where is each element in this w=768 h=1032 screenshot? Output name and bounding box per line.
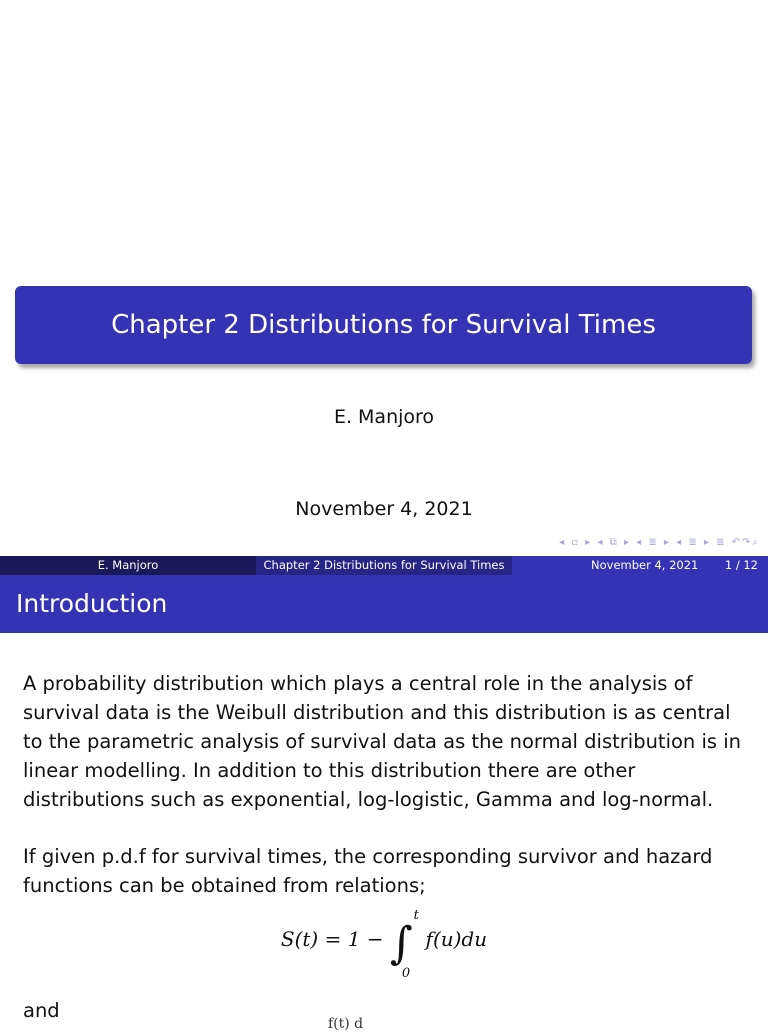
footer-bar (0, 556, 768, 575)
formula-lhs: S(t) = 1 − (280, 927, 384, 951)
title-box (15, 286, 752, 364)
frame-title-bar (0, 575, 768, 633)
frame-title: Introduction (16, 589, 168, 618)
paragraph-and: and (23, 999, 60, 1022)
footer-right (512, 556, 768, 575)
footer-date: November 4, 2021 (591, 558, 699, 572)
formula-integrand: f(u)du (425, 927, 488, 951)
navigation-symbols[interactable]: ◂ ▫ ▸ ◂ ⧉ ▸ ◂ ≣ ▸ ◂ ≣ ▸ ≣ ↶↷⌕ (559, 537, 760, 548)
integral-sign: ∫ t 0 (389, 908, 419, 981)
integral-lower-limit: 0 (401, 966, 411, 981)
footer-author: E. Manjoro (0, 556, 256, 575)
partial-formula: f(t) d (328, 1016, 364, 1032)
author: E. Manjoro (333, 406, 435, 428)
paragraph-relations: If given p.d.f for survival times, the corresponding survivor and hazard functions can be obtained from relations; (23, 845, 713, 897)
footer-page-number: 1 / 12 (724, 558, 758, 572)
paragraph-intro: A probability distribution which plays a central role in the analysis of survival data is the Weibull distribution and this distribution is as central to the parametric analysis of survival data as the normal distribution is in linear modelling. In addition to this distribution there are other distributions such as exponential, log-logistic, Gamma and log-normal. (23, 672, 742, 811)
slide-title: Chapter 2 Distributions for Survival Times (111, 310, 656, 340)
integral-upper-limit: t (413, 908, 419, 923)
survivor-formula (0, 908, 768, 981)
footer-title: Chapter 2 Distributions for Survival Times (256, 556, 512, 575)
date: November 4, 2021 (295, 498, 473, 520)
